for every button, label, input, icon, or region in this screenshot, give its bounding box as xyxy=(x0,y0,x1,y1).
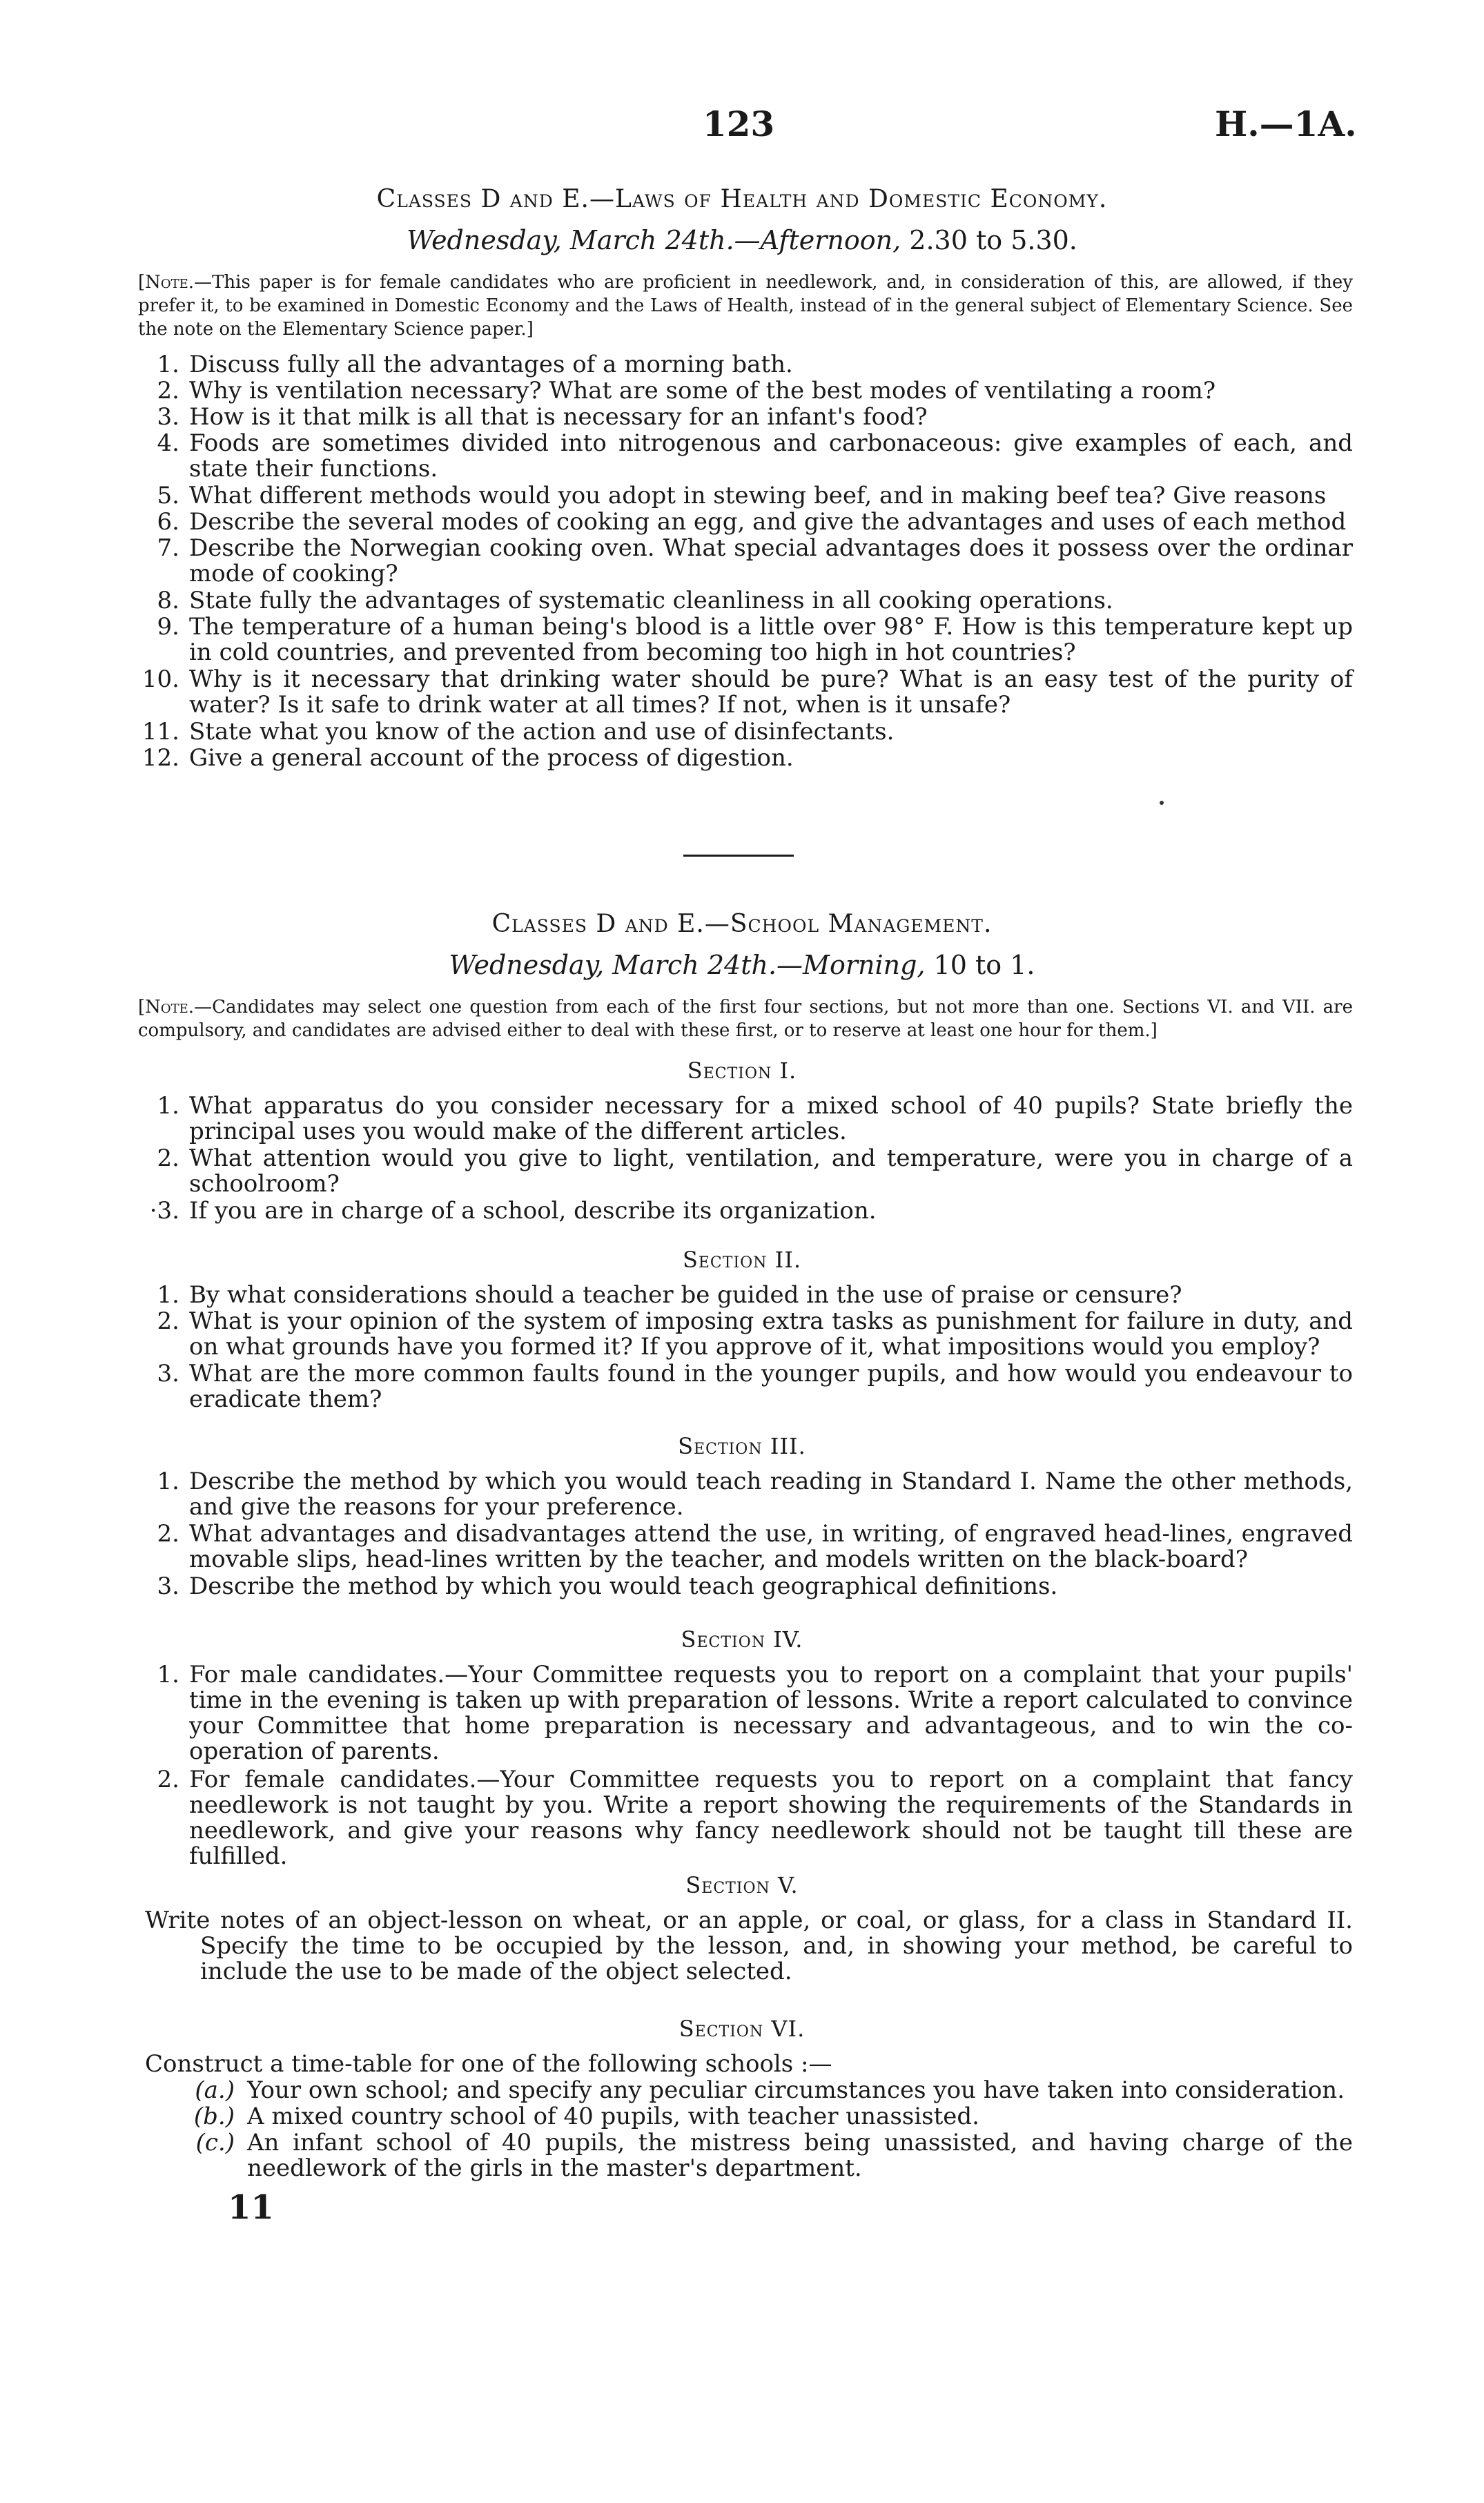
question-text: State what you know of the action and use of disinfectants. xyxy=(189,718,895,746)
question-text: Describe the Norwegian cooking oven. What special advantages does it possess over the ordinar mode of cooking? xyxy=(189,534,1353,587)
note-text: —This paper is for female candidates who are proficient in needlework, and, in consideration of this, are allowed, if they prefer it, to be examined in Domestic Economy and the Laws of Health, instead of in the general subject of Elementary Science. See the note on the Elementary Science paper.] xyxy=(138,272,1353,340)
question-text: By what considerations should a teacher be guided in the use of praise or censure? xyxy=(189,1281,1182,1309)
question-number: 1. xyxy=(157,1092,179,1120)
section-heading: Section VI. xyxy=(678,2016,806,2042)
question-number: 3. xyxy=(157,1360,179,1387)
question-text: If you are in charge of a school, describe its organization. xyxy=(189,1197,877,1225)
question-number: 3. xyxy=(157,403,179,431)
question-text: For female candidates.—Your Committee requests you to report on a complaint that fancy needlework is not taught by you. Write a report showing the requirements of the Standards in needlework, and give your reasons why fancy needlework should not be taught till these are fulfilled. xyxy=(189,1766,1353,1870)
section-heading: Section III. xyxy=(678,1433,806,1459)
question-number: 10. xyxy=(141,665,179,693)
question-number: 2. xyxy=(157,1307,179,1335)
question-text: What are the more common faults found in the younger pupils, and how would you endeavour to eradicate them? xyxy=(189,1360,1353,1413)
question-text: How is it that milk is all that is necessary for an infant's food? xyxy=(189,403,928,431)
question-number: 2. xyxy=(157,1520,179,1548)
note-text: —Candidates may select one question from each of the first four sections, but not more than one. Sections VI. and VII. are compulsory, and candidates are advised either to deal with these first, or to reserve at least one hour for them.] xyxy=(138,997,1353,1041)
section-divider xyxy=(683,855,794,857)
stray-mark xyxy=(1160,801,1164,805)
question-text: What different methods would you adopt in stewing beef, and in making beef tea? Give reasons xyxy=(189,482,1327,509)
section-heading: Section V. xyxy=(685,1872,799,1898)
question-text: Describe the several modes of cooking an egg, and give the advantages and uses of each method xyxy=(189,508,1347,536)
document-id: H.—1A. xyxy=(1215,104,1357,144)
question-text: What advantages and disadvantages attend the use, in writing, of engraved head-lines, engraved movable slips, head-lines written by the teacher, and models written on the black-board? xyxy=(189,1520,1353,1573)
question-text: Why is it necessary that drinking water should be pure? What is an easy test of the purity of water? Is it safe to drink water at all times? If not, when is it unsafe? xyxy=(189,665,1353,719)
question-number: 2. xyxy=(157,1766,179,1793)
question-text: Describe the method by which you would teach geographical definitions. xyxy=(189,1572,1058,1600)
printer-signature: 11 xyxy=(228,2188,274,2227)
question-number: 6. xyxy=(157,508,179,536)
section-heading: Section IV. xyxy=(681,1626,803,1653)
dateline-day: Wednesday, March 24th.—Afternoon, xyxy=(407,225,901,255)
section-text: Write notes of an object-lesson on wheat, or an apple, or coal, or glass, for a class in Standard II. Specify the time to be occupied by the lesson, and, in showing your method, be careful to include the use to be made of the object selected. xyxy=(145,1907,1353,1985)
sub-item-text: Your own school; and specify any peculiar circumstances you have taken into consideration. xyxy=(247,2076,1345,2104)
question-number: 1. xyxy=(157,1468,179,1495)
sub-item-text: An infant school of 40 pupils, the mistress being unassisted, and having charge of the needlework of the girls in the master's department. xyxy=(247,2129,1353,2182)
question-text: Discuss fully all the advantages of a morning bath. xyxy=(189,351,793,378)
paper-note-school-management xyxy=(138,995,1353,1042)
section-heading: Section I. xyxy=(687,1058,797,1084)
sub-item-text: A mixed country school of 40 pupils, with teacher unassisted. xyxy=(247,2103,979,2130)
question-number: 1. xyxy=(157,1281,179,1309)
question-text: Give a general account of the process of digestion. xyxy=(189,744,794,772)
paper-dateline-school-management xyxy=(0,950,1484,980)
question-text: What apparatus do you consider necessary for a mixed school of 40 pupils? State briefly the principal uses you would make of the different articles. xyxy=(189,1092,1353,1145)
question-number: 9. xyxy=(157,613,179,641)
question-text: Why is ventilation necessary? What are some of the best modes of ventilating a room? xyxy=(189,377,1216,405)
question-text: What is your opinion of the system of imposing extra tasks as punishment for failure in duty, and on what grounds have you formed it? If you approve of it, what impositions would you employ? xyxy=(189,1307,1353,1361)
question-number: 4. xyxy=(157,429,179,457)
question-number: 7. xyxy=(157,534,179,562)
question-text: Describe the method by which you would teach reading in Standard I. Name the other methods, and give the reasons for your preference. xyxy=(189,1468,1353,1521)
question-number: ·3. xyxy=(149,1197,179,1225)
question-number: 2. xyxy=(157,1145,179,1172)
question-number: 1. xyxy=(157,1661,179,1688)
sub-item-label: (c.) xyxy=(195,2129,235,2156)
paper-note-health xyxy=(138,271,1353,341)
question-text: State fully the advantages of systematic cleanliness in all cooking operations. xyxy=(189,587,1113,614)
dateline-day: Wednesday, March 24th.—Morning, xyxy=(449,950,926,980)
question-number: 5. xyxy=(157,482,179,509)
question-text: The temperature of a human being's blood is a little over 98° F. How is this temperature kept up in cold countries, and prevented from becoming too high in hot countries? xyxy=(189,613,1353,666)
dateline-time: 10 to 1. xyxy=(925,950,1035,980)
sub-item-label: (a.) xyxy=(195,2076,235,2104)
question-text: For male candidates.—Your Committee requests you to report on a complaint that your pupils' time in the evening is taken up with preparation of lessons. Write a report calculated to convince your Committee that home preparation is necessary and advantageous, and to win the co-operation of parents. xyxy=(189,1661,1353,1765)
page-number: 123 xyxy=(702,104,775,144)
question-number: 3. xyxy=(157,1572,179,1600)
section-paragraph xyxy=(145,1908,1353,1985)
note-label: [Note. xyxy=(138,272,195,293)
paper-heading-school-management: Classes D and E.—School Management. xyxy=(491,910,993,938)
paper-dateline-health xyxy=(0,225,1484,255)
section-heading: Section II. xyxy=(682,1247,802,1273)
question-number: 1. xyxy=(157,351,179,378)
sub-item-label: (b.) xyxy=(193,2103,235,2130)
question-text: What attention would you give to light, ventilation, and temperature, were you in charge of a schoolroom? xyxy=(189,1145,1353,1198)
question-number: 12. xyxy=(141,744,179,772)
question-number: 11. xyxy=(141,718,179,746)
paper-heading-health: Classes D and E.—Laws of Health and Domestic Economy. xyxy=(376,185,1108,213)
note-label: [Note. xyxy=(138,997,195,1017)
question-number: 8. xyxy=(157,587,179,614)
question-text: Foods are sometimes divided into nitrogenous and carbonaceous: give examples of each, and state their functions. xyxy=(189,429,1353,483)
question-number: 2. xyxy=(157,377,179,405)
section-intro: Construct a time-table for one of the following schools :— xyxy=(145,2050,832,2078)
dateline-time: 2.30 to 5.30. xyxy=(901,225,1077,255)
